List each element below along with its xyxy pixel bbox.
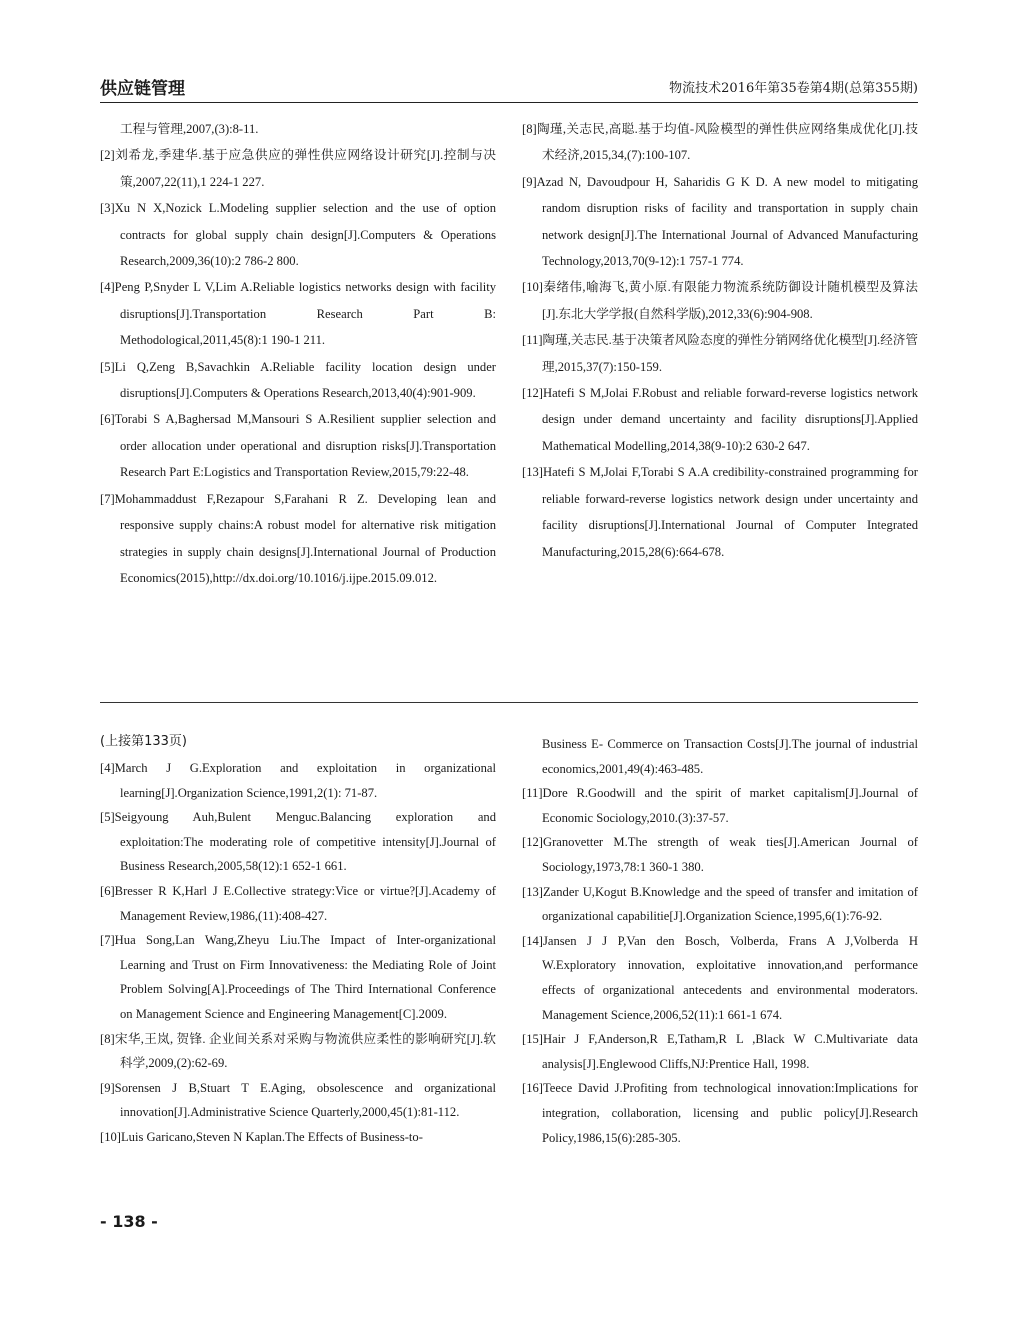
reference-item: [10]Luis Garicano,Steven N Kaplan.The Effects of Business-to-: [100, 1129, 423, 1144]
reference-item: [5]Seigyoung Auh,Bulent Menguc.Balancing exploration and exploitation:The moderating role of competitive intensity[J].Journal of Business Research,2005,58(12):1 652-1 661.: [100, 810, 496, 874]
reference-item: [8]陶瑾,关志民,高聪.基于均值-风险模型的弹性供应网络集成优化[J].技术经济,2015,34,(7):100-107.: [522, 122, 918, 163]
page-number: - 138 -: [100, 1212, 158, 1231]
reference-item: [14]Jansen J J P,Van den Bosch, Volberda, Frans A J,Volberda H W.Exploratory innovation, exploitative innovation,and performance effects of organizational antecedents and environmental moderators. Management Science,2006,52(11):1 661-1 674.: [522, 933, 918, 1022]
reference-item: [2]刘希龙,季建华.基于应急供应的弹性供应网络设计研究[J].控制与决策,2007,22(11),1 224-1 227.: [100, 148, 496, 189]
reference-item: [16]Teece David J.Profiting from technological innovation:Implications for integration, collaboration, licensing and public policy[J].Research Policy,1986,15(6):285-305.: [522, 1081, 918, 1145]
upper-left-references: [100, 116, 496, 591]
reference-item: [11]Dore R.Goodwill and the spirit of market capitalism[J].Journal of Economic Sociology,2010.(3):37-57.: [522, 786, 918, 825]
reference-item: [3]Xu N X,Nozick L.Modeling supplier selection and the use of option contracts for global supply chain design[J].Computers & Operations Research,2009,36(10):2 786-2 800.: [100, 201, 496, 269]
section-divider: [100, 702, 918, 703]
reference-item: [7]Hua Song,Lan Wang,Zheyu Liu.The Impact of Inter-organizational Learning and Trust on Firm Innovativeness: the Mediating Role of Joint Problem Solving[A].Proceedings of The Third International Conference on Management Science and Engineering Management[C].2009.: [100, 933, 496, 1021]
reference-item: [4]March J G.Exploration and exploitation in organizational learning[J].Organization Science,1991,2(1): 71-87.: [100, 761, 496, 800]
reference-item: [13]Zander U,Kogut B.Knowledge and the speed of transfer and imitation of organizational capabilitie[J].Organization Science,1995,6(1):76-92.: [522, 884, 918, 924]
reference-item: [15]Hair J F,Anderson,R E,Tatham,R L ,Black W C.Multivariate data analysis[J].Englewood Cliffs,NJ:Prentice Hall, 1998.: [522, 1032, 918, 1071]
reference-continuation: Business E- Commerce on Transaction Costs[J].The journal of industrial economics,2001,49(4):463-485.: [542, 737, 918, 776]
reference-item: [6]Bresser R K,Harl J E.Collective strategy:Vice or virtue?[J].Academy of Management Review,1986,(11):408-427.: [100, 883, 496, 923]
reference-item: [5]Li Q,Zeng B,Savachkin A.Reliable facility location design under disruptions[J].Computers & Operations Research,2013,40(4):901-909.: [100, 359, 496, 401]
section-title: 供应链管理: [100, 79, 185, 99]
upper-right-references: [522, 116, 918, 565]
reference-item: [9]Azad N, Davoudpour H, Saharidis G K D. A new model to mitigating random disruption risks of facility and transportation in supply chain network design[J].The International Journal of Advanced Manufacturing Technology,2013,70(9-12):1 757-1 774.: [522, 174, 918, 269]
reference-item: [4]Peng P,Snyder L V,Lim A.Reliable logistics networks design with facility disruptions[J].Transportation Research Part B: Methodological,2011,45(8):1 190-1 211.: [100, 280, 496, 348]
page-header: [100, 72, 918, 103]
reference-item: [6]Torabi S A,Baghersad M,Mansouri S A.Resilient supplier selection and order allocation under operational and disruption risks[J].Transportation Research Part E:Logistics and Transportation Review,2015,79:22-48.: [100, 412, 496, 480]
reference-item: [13]Hatefi S M,Jolai F,Torabi S A.A credibility-constrained programming for reliable forward-reverse logistics network design under uncertainty and facility disruptions[J].International Journal of Computer Integrated Manufacturing,2015,28(6):664-678.: [522, 465, 918, 559]
reference-item: [11]陶瑾,关志民.基于决策者风险态度的弹性分销网络优化模型[J].经济管理,2015,37(7):150-159.: [522, 333, 918, 374]
lower-left-references: [100, 730, 496, 1150]
reference-item: [8]宋华,王岚, 贺锋. 企业间关系对采购与物流供应柔性的影响研究[J].软科学,2009,(2):62-69.: [100, 1031, 496, 1071]
reference-item: [10]秦绪伟,喻海飞,黄小原.有限能力物流系统防御设计随机模型及算法[J].东北大学学报(自然科学版),2012,33(6):904-908.: [522, 280, 918, 321]
lower-right-references: [522, 732, 918, 1150]
reference-item: [12]Granovetter M.The strength of weak ties[J].American Journal of Sociology,1973,78:1 360-1 380.: [522, 835, 918, 874]
reference-continuation: 工程与管理,2007,(3):8-11.: [120, 122, 259, 136]
reference-item: [9]Sorensen J B,Stuart T E.Aging, obsolescence and organizational innovation[J].Administrative Science Quarterly,2000,45(1):81-112.: [100, 1080, 496, 1120]
reference-item: [12]Hatefi S M,Jolai F.Robust and reliable forward-reverse logistics network design under demand uncertainty and facility disruptions[J].Applied Mathematical Modelling,2014,38(9-10):2 630-2 647.: [522, 386, 918, 453]
journal-info: 物流技术2016年第35卷第4期(总第355期): [669, 81, 918, 96]
continued-from-note: (上接第133页): [100, 734, 187, 749]
reference-item: [7]Mohammaddust F,Rezapour S,Farahani R Z. Developing lean and responsive supply chains:A robust model for alternative risk mitigation strategies in supply chain designs[J].International Journal of Production Economics(2015),http://dx.doi.org/10.1016/j.ijpe.2015.09.012.: [100, 491, 496, 585]
